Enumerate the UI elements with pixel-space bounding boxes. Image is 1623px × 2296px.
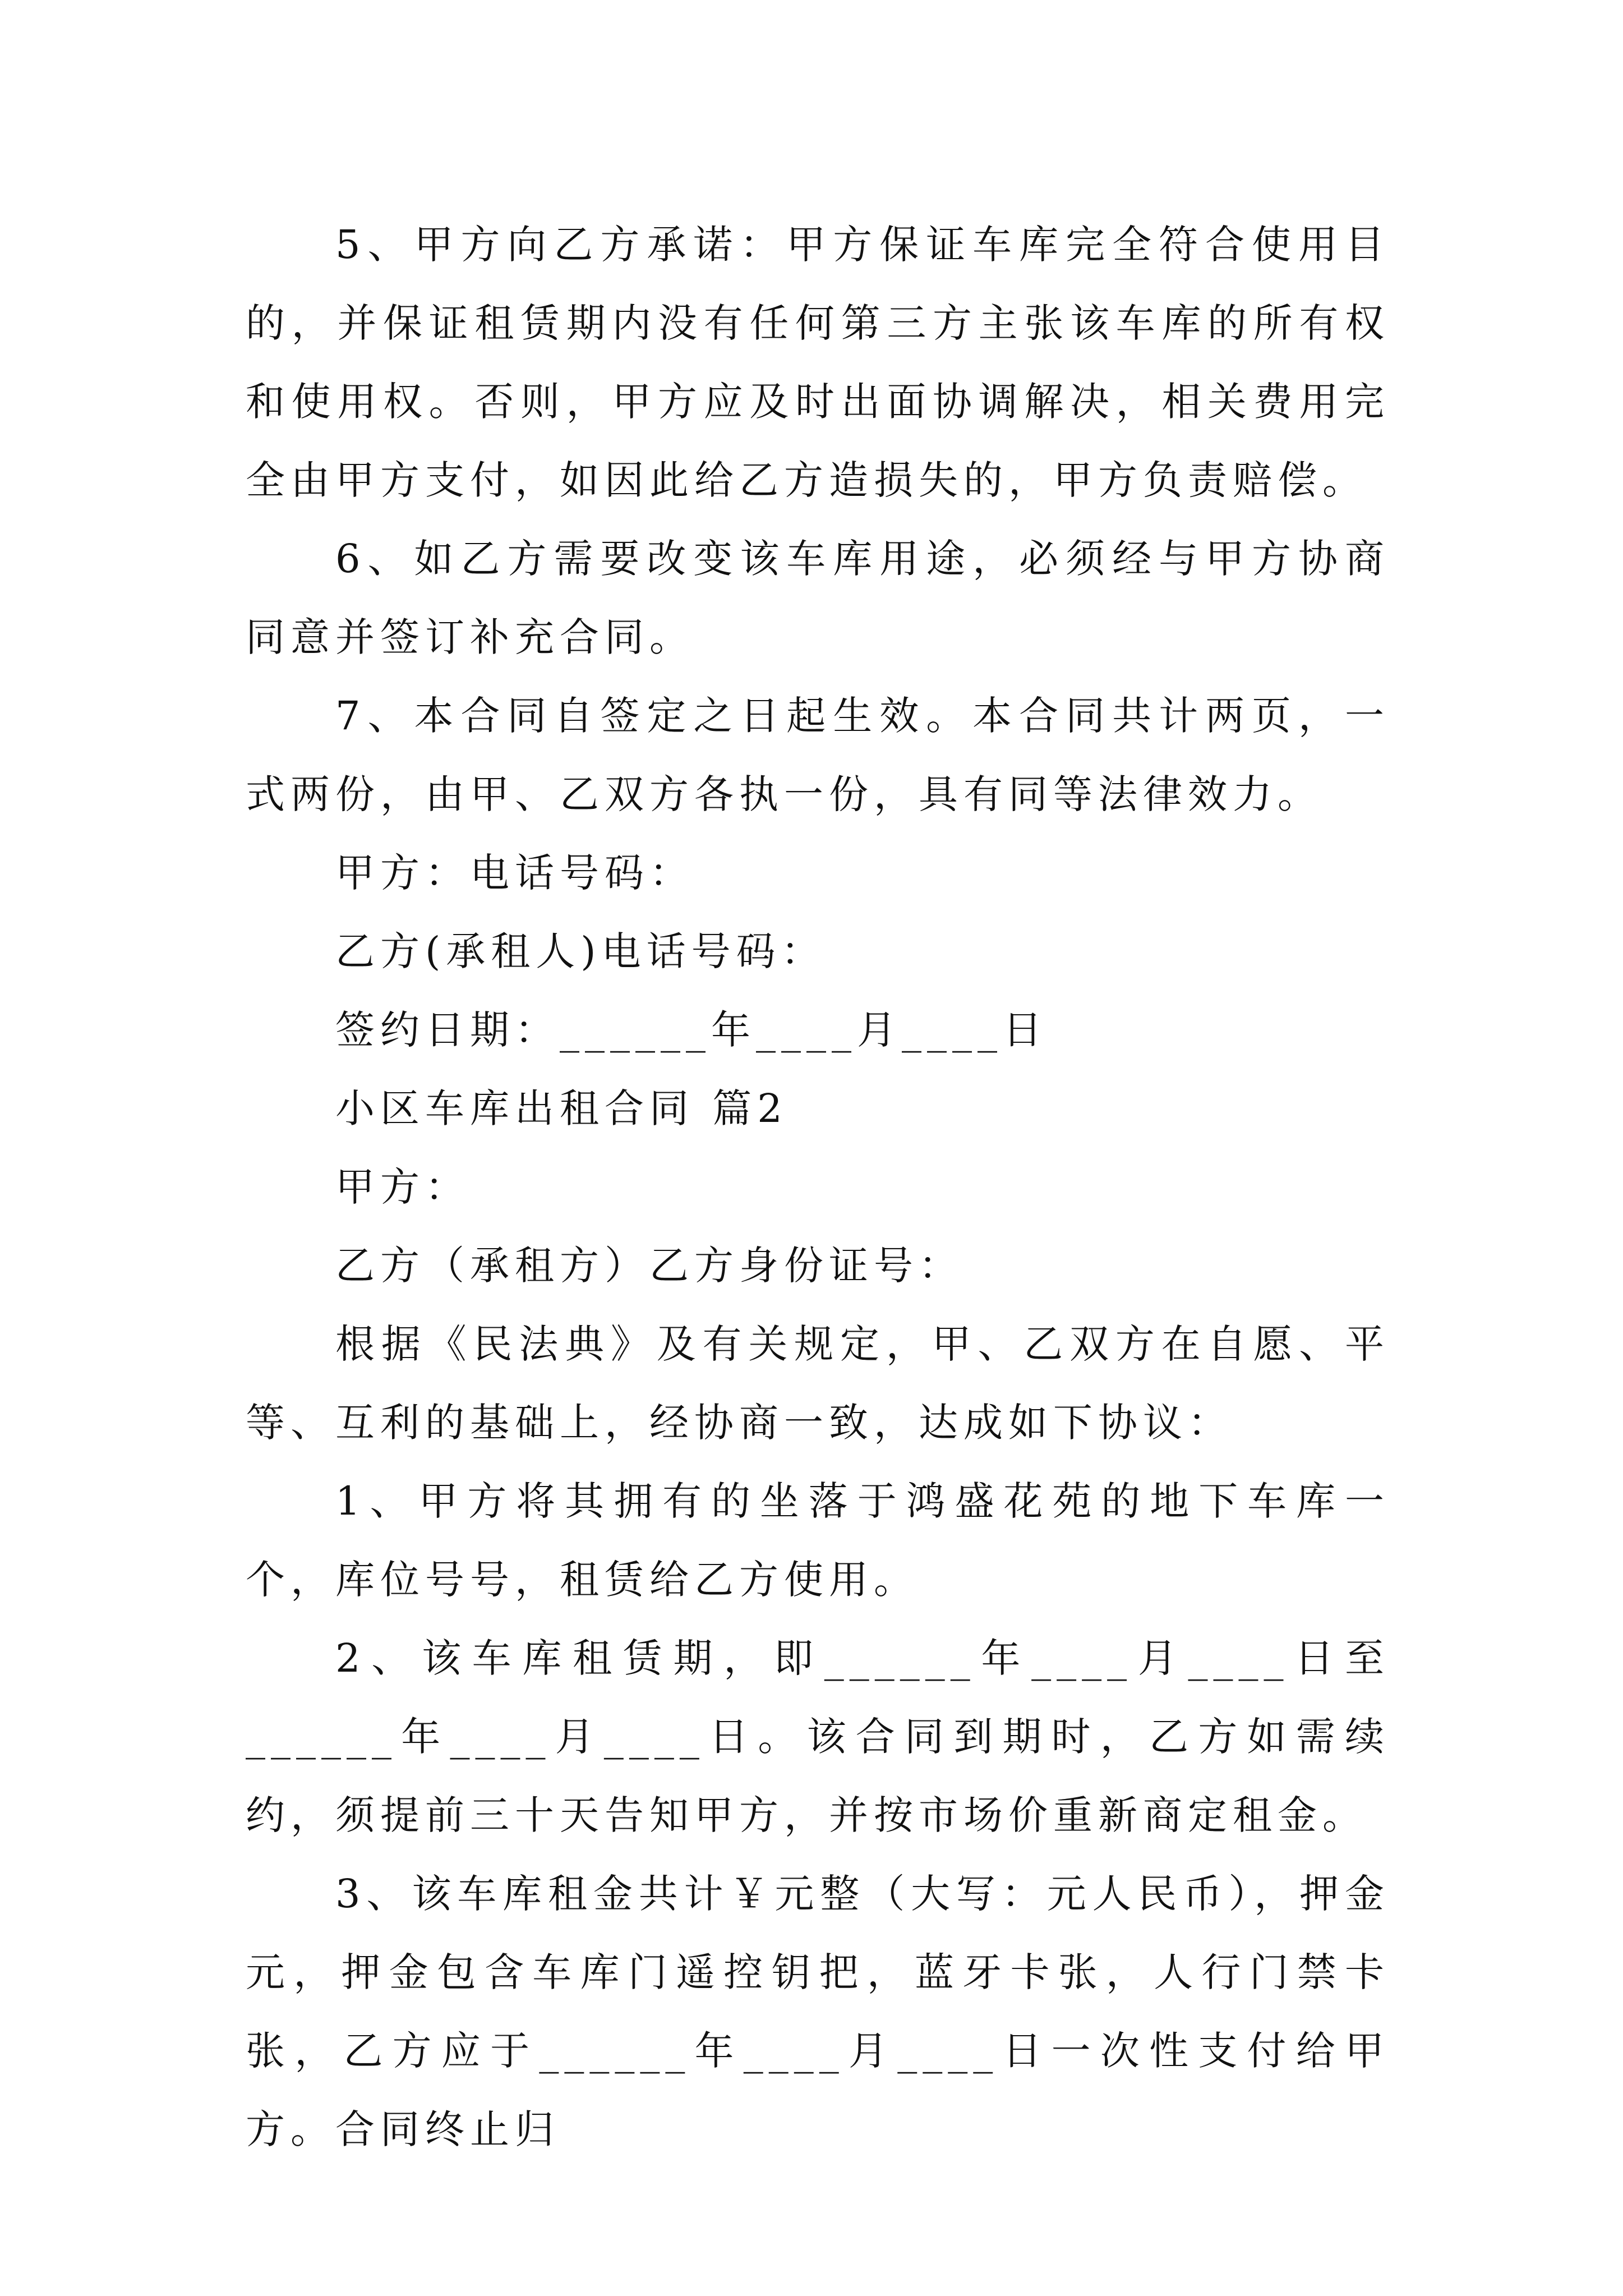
clause-3: 3、该车库租金共计￥元整（大写：元人民币），押金元，押金包含车库门遥控钥把，蓝牙卡张，人行门禁卡张，乙方应于______年____月____日一次性支付给甲方。合同终止归 xyxy=(246,1871,1390,2152)
party-a: 甲方： xyxy=(335,1164,470,1210)
clause-2: 2、该车库租赁期，即______年____月____日至______年____月____日。该合同到期时，乙方如需续约，须提前三十天告知甲方，并按市场价重新商定租金。 xyxy=(246,1635,1390,1838)
party-b-phone: 乙方(承租人)电话号码： xyxy=(335,928,826,974)
clause-7: 7、本合同自签定之日起生效。本合同共计两页，一式两份，由甲、乙双方各执一份，具有同等法律效力。 xyxy=(246,693,1390,817)
clause-1: 1、甲方将其拥有的坐落于鸿盛花苑的地下车库一个，库位号号，租赁给乙方使用。 xyxy=(246,1478,1390,1603)
clause-6: 6、如乙方需要改变该车库用途，必须经与甲方协商同意并签订补充合同。 xyxy=(246,536,1390,660)
sign-date: 签约日期：______年____月____日 xyxy=(335,1007,1048,1053)
intro-paragraph: 根据《民法典》及有关规定，甲、乙双方在自愿、平等、互利的基础上，经协商一致，达成如下协议： xyxy=(246,1321,1390,1446)
party-a-phone: 甲方：电话号码： xyxy=(335,850,694,896)
party-b-id: 乙方（承租方）乙方身份证号： xyxy=(335,1243,963,1289)
section-title: 小区车库出租合同 篇2 xyxy=(335,1085,788,1131)
clause-5: 5、甲方向乙方承诺：甲方保证车库完全符合使用目的，并保证租赁期内没有任何第三方主张该车库的所有权和使用权。否则，甲方应及时出面协调解决，相关费用完全由甲方支付，如因此给乙方造损失的，甲方负责赔偿。 xyxy=(246,222,1390,503)
